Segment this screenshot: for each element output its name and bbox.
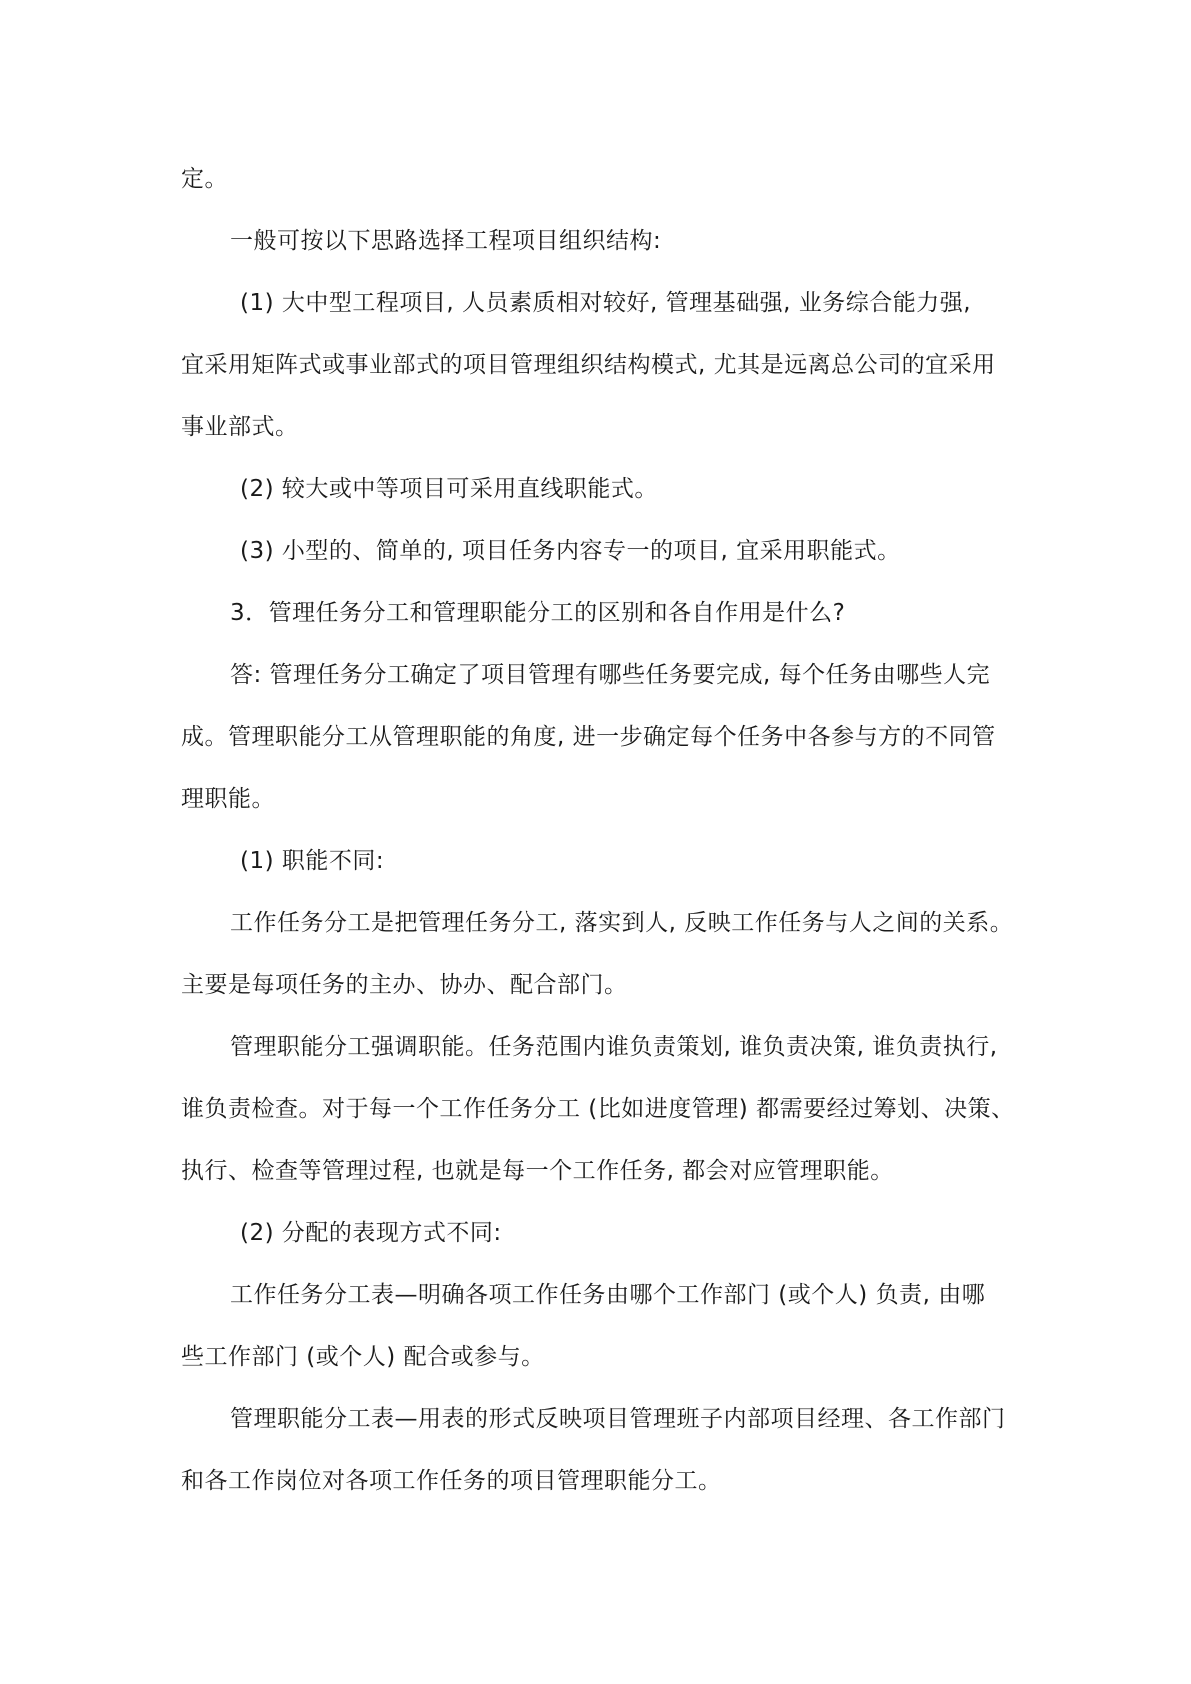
text-line: (1) 职能不同: xyxy=(240,848,385,874)
text-line: 宜采用矩阵式或事业部式的项目管理组织结构模式, 尤其是远离总公司的宜采用 xyxy=(181,352,996,378)
text-line: (3) 小型的、简单的, 项目任务内容专一的项目, 宜采用职能式。 xyxy=(240,538,901,564)
text-line: 答: 管理任务分工确定了项目管理有哪些任务要完成, 每个任务由哪些人完 xyxy=(230,662,991,688)
text-line: 事业部式。 xyxy=(181,414,299,440)
text-line: 定。 xyxy=(181,166,228,192)
document-body xyxy=(181,148,1031,1512)
text-line: 一般可按以下思路选择工程项目组织结构: xyxy=(230,228,662,254)
text-line: 理职能。 xyxy=(181,786,275,812)
text-line: 管理职能分工表—用表的形式反映项目管理班子内部项目经理、各工作部门 xyxy=(230,1406,1006,1432)
text-line: 工作任务分工表—明确各项工作任务由哪个工作部门 (或个人) 负责, 由哪 xyxy=(230,1282,986,1308)
text-line: (2) 分配的表现方式不同: xyxy=(240,1220,502,1246)
text-line: 工作任务分工是把管理任务分工, 落实到人, 反映工作任务与人之间的关系。 xyxy=(230,910,1014,936)
question-heading: 3．管理任务分工和管理职能分工的区别和各自作用是什么? xyxy=(230,600,846,626)
text-line: 管理职能分工强调职能。任务范围内谁负责策划, 谁负责决策, 谁负责执行, xyxy=(230,1034,998,1060)
text-line: 和各工作岗位对各项工作任务的项目管理职能分工。 xyxy=(181,1468,722,1494)
text-line: 执行、检查等管理过程, 也就是每一个工作任务, 都会对应管理职能。 xyxy=(181,1158,894,1184)
text-line: 些工作部门 (或个人) 配合或参与。 xyxy=(181,1344,545,1370)
text-line: 主要是每项任务的主办、协办、配合部门。 xyxy=(181,972,628,998)
text-line: 成。管理职能分工从管理职能的角度, 进一步确定每个任务中各参与方的不同管 xyxy=(181,724,996,750)
text-line: (2) 较大或中等项目可采用直线职能式。 xyxy=(240,476,658,502)
text-line: 谁负责检查。对于每一个工作任务分工 (比如进度管理) 都需要经过筹划、决策、 xyxy=(181,1096,1015,1122)
text-line: (1) 大中型工程项目, 人员素质相对较好, 管理基础强, 业务综合能力强, xyxy=(240,290,972,316)
